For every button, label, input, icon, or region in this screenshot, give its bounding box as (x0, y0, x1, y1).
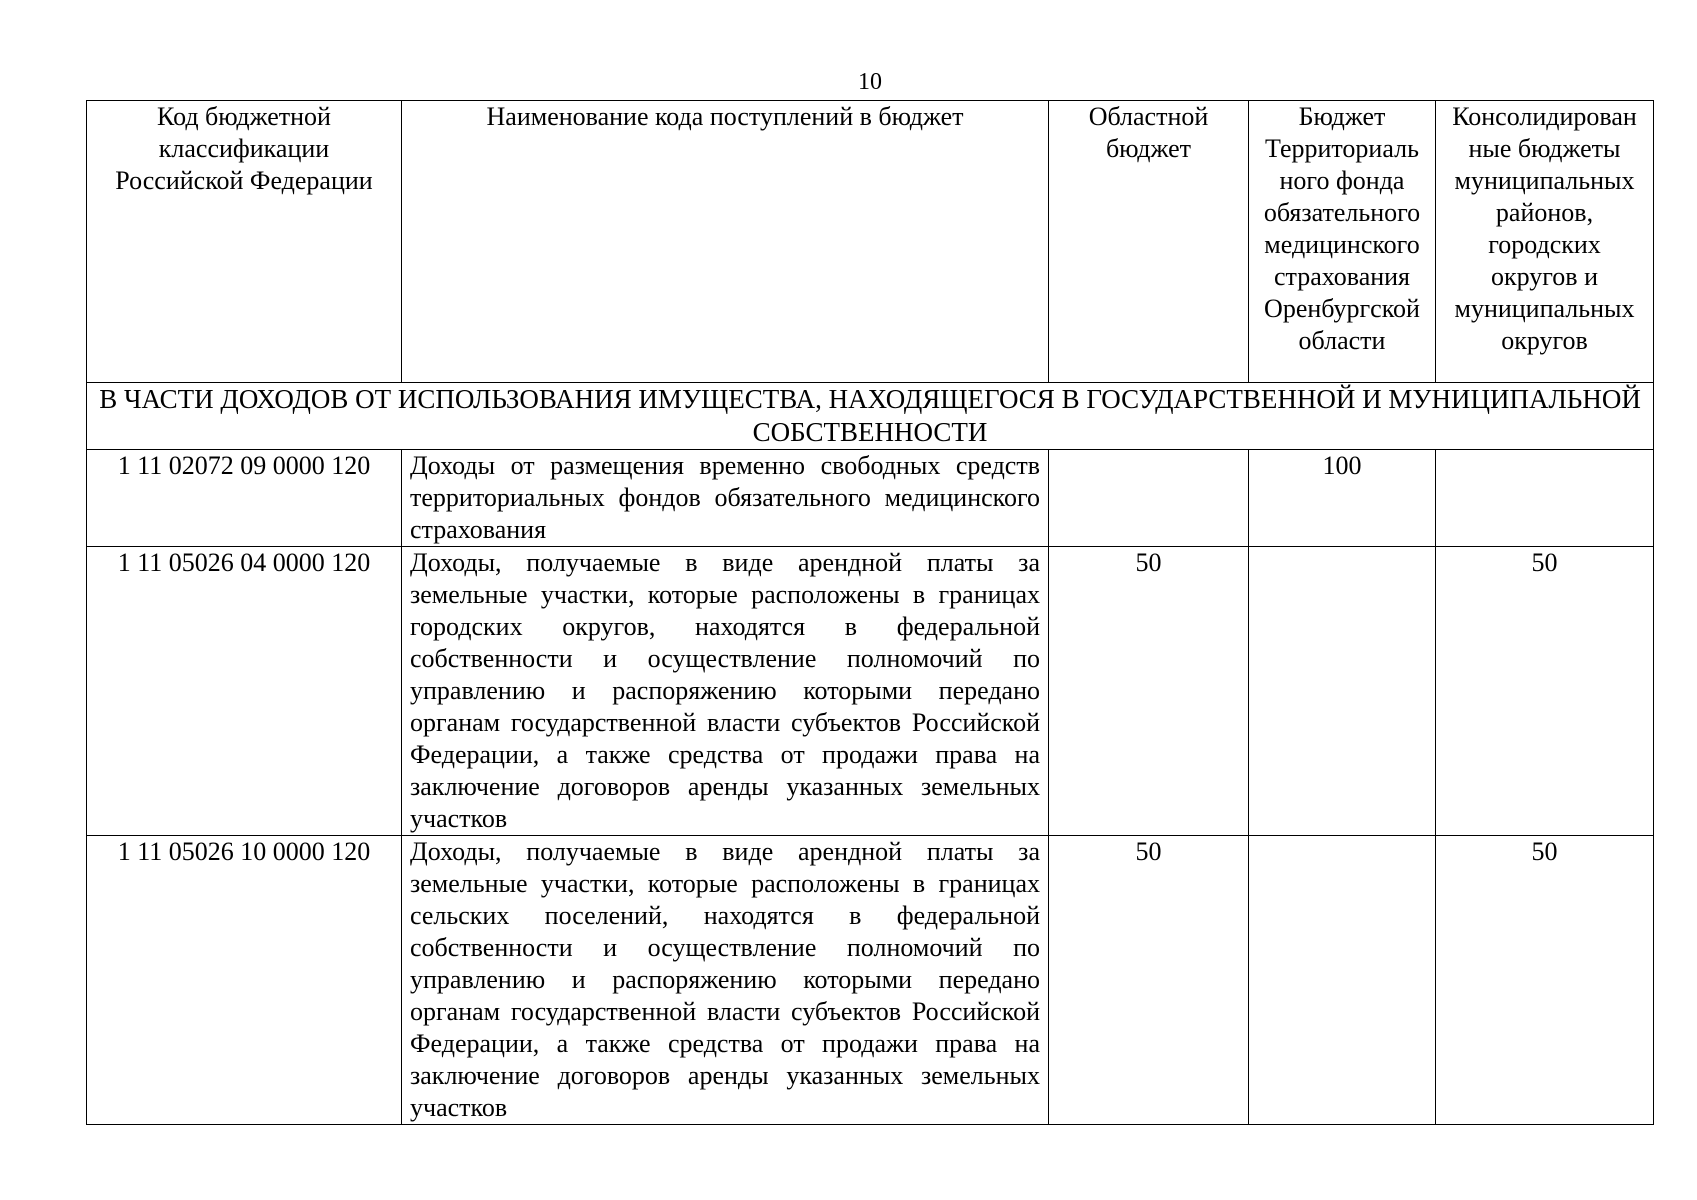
row-municipal-value: 50 (1436, 836, 1654, 1125)
header-code: Код бюджетной классификации Российской Федерации (87, 101, 402, 383)
header-municipal-budgets: Консолидирован ные бюджеты муниципальных районов, городских округов и муниципальных округов (1436, 101, 1654, 383)
table-row (87, 450, 1654, 547)
row-municipal-value (1436, 450, 1654, 547)
page-number: 10 (858, 69, 882, 95)
table-header-row (87, 101, 1654, 383)
row-code: 1 11 02072 09 0000 120 (87, 450, 402, 547)
row-description: Доходы, получаемые в виде арендной платы за земельные участки, которые расположены в границах сельских поселений, находятся в федеральной собственности и осуществление полномочий по управлению и распоряжению которыми передано органам государственной власти субъектов Российской Федерации, а также средства от продажи права на заключение договоров аренды указанных земельных участков (402, 836, 1049, 1125)
row-tfoms-value (1249, 836, 1436, 1125)
row-regional-value: 50 (1049, 836, 1249, 1125)
header-tfoms-budget: Бюджет Территориаль ного фонда обязательного медицинского страхования Оренбургской области (1249, 101, 1436, 383)
row-tfoms-value: 100 (1249, 450, 1436, 547)
row-regional-value: 50 (1049, 547, 1249, 836)
row-municipal-value: 50 (1436, 547, 1654, 836)
row-description: Доходы от размещения временно свободных средств территориальных фондов обязательного медицинского страхования (402, 450, 1049, 547)
row-code: 1 11 05026 04 0000 120 (87, 547, 402, 836)
header-regional-budget: Областной бюджет (1049, 101, 1249, 383)
table-row (87, 547, 1654, 836)
row-description: Доходы, получаемые в виде арендной платы за земельные участки, которые расположены в границах городских округов, находятся в федеральной собственности и осуществление полномочий по управлению и распоряжению которыми передано органам государственной власти субъектов Российской Федерации, а также средства от продажи права на заключение договоров аренды указанных земельных участков (402, 547, 1049, 836)
row-code: 1 11 05026 10 0000 120 (87, 836, 402, 1125)
section-title: В ЧАСТИ ДОХОДОВ ОТ ИСПОЛЬЗОВАНИЯ ИМУЩЕСТВА, НАХОДЯЩЕГОСЯ В ГОСУДАРСТВЕННОЙ И МУНИЦИПАЛЬНОЙ СОБСТВЕННОСТИ (87, 383, 1654, 450)
revenue-classification-table (86, 100, 1654, 1125)
row-tfoms-value (1249, 547, 1436, 836)
header-name: Наименование кода поступлений в бюджет (402, 101, 1049, 383)
section-row (87, 383, 1654, 450)
table-row (87, 836, 1654, 1125)
row-regional-value (1049, 450, 1249, 547)
